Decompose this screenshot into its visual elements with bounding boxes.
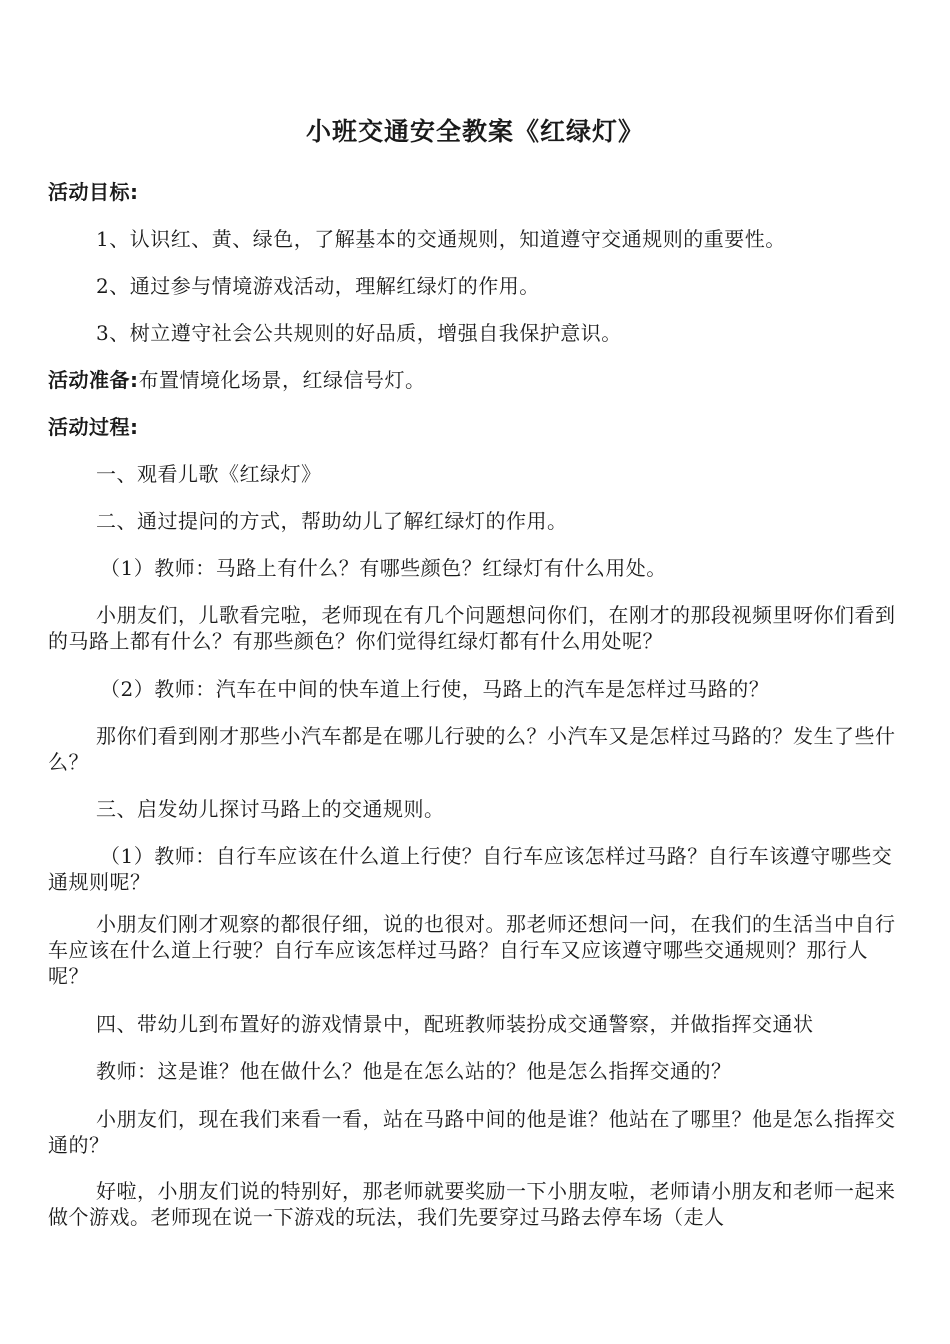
step-2: 二、通过提问的方式，帮助幼儿了解红绿灯的作用。 <box>96 509 568 533</box>
question-2-2: （2）教师：汽车在中间的快车道上行使，马路上的汽车是怎样过马路的？ <box>100 677 770 701</box>
process-heading: 活动过程: <box>48 415 139 439</box>
step-3: 三、启发幼儿探讨马路上的交通规则。 <box>96 797 445 821</box>
document-title: 小班交通安全教案《红绿灯》 <box>305 117 644 146</box>
goals-heading: 活动目标: <box>48 180 139 204</box>
paragraph-5: 好啦，小朋友们说的特别好，那老师就要奖励一下小朋友啦，老师请小朋友和老师一起来做个游戏。老师现在说一下游戏的玩法，我们先要穿过马路去停车场（走人 <box>48 1179 896 1229</box>
prep-paragraph <box>48 367 906 393</box>
question-2-1: （1）教师：马路上有什么？有哪些颜色？红绿灯有什么用处。 <box>100 556 667 580</box>
paragraph-2-1: 小朋友们，儿歌看完啦，老师现在有几个问题想问你们，在刚才的那段视频里呀你们看到的马路上都有什么？有那些颜色？你们觉得红绿灯都有什么用处呢？ <box>48 603 896 653</box>
step-1: 一、观看儿歌《红绿灯》 <box>96 462 322 486</box>
prep-text: 布置情境化场景，红绿信号灯。 <box>138 368 426 392</box>
paragraph-3-1: 小朋友们刚才观察的都很仔细，说的也很对。那老师还想问一问，在我们的生活当中自行车应该在什么道上行驶？自行车应该怎样过马路？自行车又应该遵守哪些交通规则？那行人呢？ <box>48 912 896 988</box>
goal-2: 2、通过参与情境游戏活动，理解红绿灯的作用。 <box>96 274 540 298</box>
goal-1: 1、认识红、黄、绿色，了解基本的交通规则，知道遵守交通规则的重要性。 <box>96 227 786 251</box>
question-4: 教师：这是谁？他在做什么？他是在怎么站的？他是怎么指挥交通的？ <box>96 1059 732 1083</box>
prep-label: 活动准备: <box>48 368 139 392</box>
paragraph-4: 小朋友们，现在我们来看一看，站在马路中间的他是谁？他站在了哪里？他是怎么指挥交通的？ <box>48 1107 896 1157</box>
goal-3: 3、树立遵守社会公共规则的好品质，增强自我保护意识。 <box>96 321 622 345</box>
step-4: 四、带幼儿到布置好的游戏情景中，配班教师装扮成交通警察，并做指挥交通状 <box>96 1012 814 1036</box>
paragraph-2-2: 那你们看到刚才那些小汽车都是在哪儿行驶的么？小汽车又是怎样过马路的？发生了些什么？ <box>48 724 896 774</box>
question-3-1: （1）教师：自行车应该在什么道上行使？自行车应该怎样过马路？自行车该遵守哪些交通规则呢？ <box>48 844 893 894</box>
